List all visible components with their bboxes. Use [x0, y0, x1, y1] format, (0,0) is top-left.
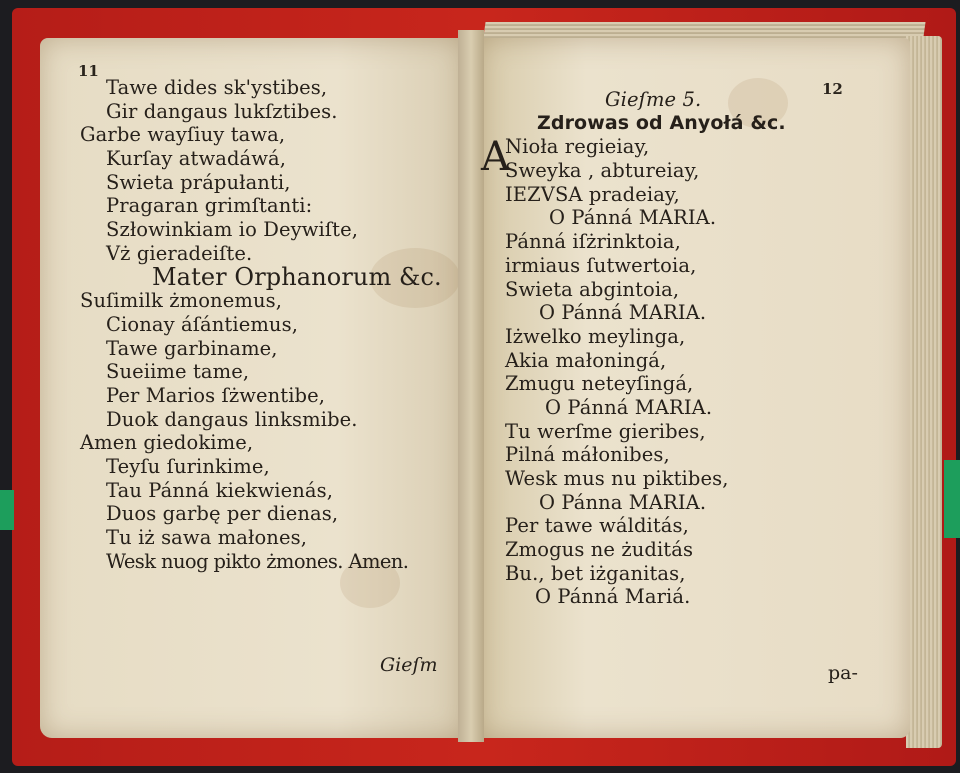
text-line: Gir dangaus lukſztibes.	[106, 99, 338, 123]
text-line: Wesk nuog pikto żmones. Amen.	[106, 549, 409, 573]
text-line: Wesk mus nu piktibes,	[505, 467, 729, 490]
text-line: Kurſay atwadáwá,	[106, 147, 287, 171]
text-line: Akia małoningá,	[505, 348, 667, 372]
text-line: Bu., bet iżganitas,	[505, 561, 686, 585]
text-line-refrain: O Pánná MARIA.	[545, 395, 713, 419]
text-line: Swieta abgintoia,	[505, 277, 680, 301]
page-block-side-edge	[906, 36, 942, 748]
text-line: Tu iż sawa małones,	[106, 526, 308, 550]
text-line: Tawe garbiname,	[106, 336, 278, 360]
text-line: Pragaran grimſtanti:	[106, 194, 313, 218]
text-line: Duok dangaus linksmibe.	[106, 407, 358, 431]
text-line: Per tawe wálditás,	[505, 514, 689, 538]
text-line: Tau Pánná kiekwienás,	[106, 478, 334, 502]
text-line: irmiaus ſutwertoia,	[505, 253, 697, 277]
text-line: Zmogus ne żuditás	[505, 538, 694, 562]
text-line: Cionay áſántiemus,	[106, 312, 298, 336]
text-line: Garbe wayſiuy tawa,	[80, 123, 286, 147]
text-line: Tawe dides sk'ystibes,	[106, 76, 328, 99]
drop-cap: A	[481, 134, 510, 181]
text-line: Sweyka , abtureiay,	[505, 159, 700, 183]
right-catchword: pa-	[828, 662, 858, 684]
song-subtitle: Zdrowas od Anyołá &c.	[537, 111, 786, 134]
text-line: Pilná máłonibes,	[505, 443, 670, 467]
text-line: Vż gieradeiſte.	[106, 241, 253, 265]
text-line: Per Marios ſżwentibe,	[106, 383, 326, 407]
text-line: Sueiime tame,	[106, 360, 250, 384]
text-line: Duos garbę per dienas,	[106, 502, 339, 526]
text-line: Amen giedokime,	[80, 431, 254, 455]
text-line: Teyſu ſurinkime,	[106, 455, 270, 478]
green-bookmark-strip	[944, 460, 960, 538]
left-page-text	[80, 76, 442, 573]
left-page-number: 11	[78, 62, 99, 80]
text-line: Iżwelko meylinga,	[505, 324, 686, 348]
text-line: Szłowinkiam io Deywiſte,	[106, 218, 359, 242]
text-line: Swieta prápułanti,	[106, 170, 291, 194]
text-line-refrain: O Pánna MARIA.	[539, 490, 707, 514]
text-line-refrain: O Pánná MARIA.	[539, 301, 707, 325]
text-line-refrain: O Pánná MARIA.	[549, 206, 717, 230]
text-line-refrain: O Pánná Mariá.	[535, 585, 691, 609]
green-bookmark-strip-left	[0, 490, 14, 530]
section-heading: Mater Orphanorum &c.	[152, 262, 442, 291]
right-page-text	[481, 88, 786, 609]
text-line: Nioła regieiay,	[505, 135, 650, 159]
text-line: Zmugu neteyſingá,	[505, 372, 694, 396]
text-line: Pánná iſżrinktoia,	[505, 230, 681, 254]
text-line: Tu werſme gieribes,	[505, 419, 706, 443]
text-line: IEZVSA pradeiay,	[505, 182, 680, 206]
left-catchword: Gieſm	[380, 654, 438, 676]
right-page-number: 12	[822, 80, 843, 98]
song-title: Gieſme 5.	[605, 88, 702, 111]
text-line: Suſimilk żmonemus,	[80, 289, 283, 313]
